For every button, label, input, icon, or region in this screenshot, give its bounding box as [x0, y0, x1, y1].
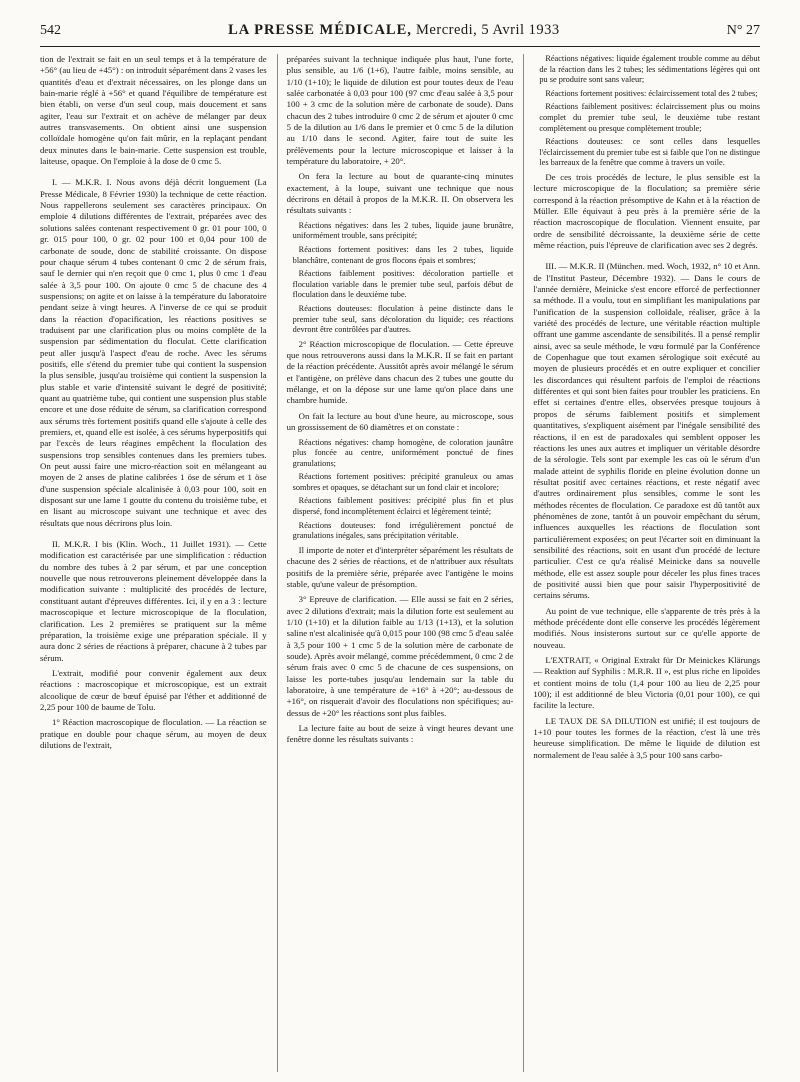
result-criterion: Réactions négatives: liquide également trouble comme au début de la réaction dans les 2 tubes; les sédimentations légères qui ont pu se produire sont sans valeur;: [539, 54, 761, 85]
journal-title: LA PRESSE MÉDICALE,: [228, 22, 412, 38]
result-criterion: Réactions douteuses: fond irrégulièrement ponctué de granulations inégales, sans précipitation véritable.: [292, 520, 514, 541]
paragraph: 2° Réaction microscopique de floculation. — Cette épreuve que nous retrouverons aussi dans la M.K.R. II se fait en partant de la réaction précédente. Aussitôt après avoir mélangé le sérum et l'antigène, on prélève dans chacun des 2 tubes une goutte du mélange, et on la dépose sur une lame qu'on place dans une chambre humide.: [286, 338, 514, 406]
column-3: [523, 54, 760, 1072]
page-number: 542: [40, 23, 61, 38]
result-criterion: Réactions fortement positives: dans les 2 tubes, liquide blanchâtre, contenant de gros flocons épais et sombres;: [292, 245, 514, 265]
result-criterion: Réactions faiblement positives: précipité plus fin et plus dispersé, fond incomplètement éclairci et légèrement teinté;: [292, 496, 514, 517]
paragraph: 1° Réaction macroscopique de floculation. — La réaction se pratique en double pour chaque sérum, au moyen de deux dilutions de l'extrait,: [40, 717, 267, 750]
result-criterion: Réactions négatives: dans les 2 tubes, liquide jaune brunâtre, uniformément trouble, sans précipité;: [292, 220, 514, 241]
paragraph: 3° Epreuve de clarification. — Elle aussi se fait en 2 séries, avec 2 dilutions d'extrait; mais la dilution forte est seulement au 1/10 (1+10) et la dilution faible au 1/13 (1+13), et la solution saline n'est alcalinisée qu'à 0,015 pour 100 (98 cmc 5 d'eau salée à 3,5 pour 100 + 1 cmc 5 de la solution mère de carbonate de soude). Après avoir mélangé, comme précédemment, 0 cmc 2 de sérum frais avec 0 cmc 5 de chacune de ces suspensions, on laisse les porte-tubes jusqu'au lendemain sur la table du laboratoire, à une température de +16° à +20°; au-dessous de +16°, on risquerait d'avoir des floculations non spécifiques; au-dessus de +20° les réactions sont plus faibles.: [286, 594, 514, 718]
paragraph: La lecture faite au bout de seize à vingt heures devant une fenêtre donne les résultats suivants :: [286, 723, 514, 745]
paragraph: LE TAUX DE SA DILUTION est unifié; il est toujours de 1+10 pour toutes les formes de la réaction, c'est là une très heureuse simplification. De même le liquide de dilution est normalement de l'eau salée à 3,5 pour 100 sans carbo-: [533, 715, 761, 760]
column-2: [277, 54, 514, 1072]
issue-date: Mercredi, 5 Avril 1933: [416, 22, 560, 38]
issue-number: N° 27: [726, 23, 760, 38]
result-criterion: Réactions douteuses: ce sont celles dans lesquelles l'éclaircissement du premier tube est si faible que l'on ne distingue les barreaux de la fenêtre que comme à travers un voile.: [539, 137, 761, 168]
header-rule: [40, 46, 760, 47]
result-criterion: Réactions fortement positives: précipité granuleux ou amas sombres et opaques, se détachant sur un fond clair et incolore;: [292, 472, 514, 492]
section-paragraph: II. M.K.R. I bis (Klin. Woch., 11 Juillet 1931). — Cette modification est caractérisée par une simplification : réduction du nombre des tubes à 2 par sérum, et par une conception nouvelle que nous retrouverons pleinement développée dans la modification suivante : multiplicité des procédés de lecture, constituant autant d'épreuves différentes. Ici, il y en a 3 : lecture macroscopique et lecture microscopique de la floculation, clarification. Les 2 premières se pratiquent sur la même préparation, la troisième exige une préparation spéciale. Il y aura donc 2 séries de réactions à préparer, chacune à 2 tubes par sérum.: [40, 539, 267, 663]
paragraph: tion de l'extrait se fait en un seul temps et à la température de +56° (au lieu de +45°) : on introduit séparément dans 2 vases les quantités d'eau et d'extrait nécessaires, on les plonge dans un bain-marie réglé à +56° et quand l'équilibre de température est bien établi, on verse d'un seul coup, mais doucement et sans agiter, l'eau sur l'extrait et on achève de mélanger par deux autres transvasements. On obtient ainsi une suspension colloïdale homogène qu'on fait mûrir, en la replaçant pendant deux minutes dans le bain-marie. Cette suspension est trouble, laiteuse, opaque. On l'emploie à la dose de 0 cmc 5.: [40, 54, 267, 167]
text-columns: [40, 54, 760, 1072]
paragraph: préparées suivant la technique indiquée plus haut, l'une forte, plus sensible, au 1/6 (1+6), l'autre faible, moins sensible, au 1/10 (1+10); le liquide de dilution est pour toutes deux de l'eau salée carbonatée à 0,03 pour 100 (97 cmc d'eau salée à 3,5 pour 100 + 3 cmc de la solution mère de carbonate de soude). Dans chacun des 2 tubes introduire 0 cmc 2 de sérum et ajouter 0 cmc 5 de la dilution au 1/6 dans le premier et 0 cmc 5 de la dilution au 1/10 dans le second. Agiter, faire tout de suite les prélèvements pour la lecture microscopique et laisser à la température du laboratoire, + 20°.: [286, 54, 514, 167]
paragraph: De ces trois procédés de lecture, le plus sensible est la lecture microscopique de la floculation; sa première série correspond à la réaction présomptive de Kahn et à la réaction de Müller. Elle équivaut à peu près à la première série de la réaction macroscopique de floculation. Viennent ensuite, par ordre de sensibilité décroissante, la deuxième série de cette même réaction, puis l'épreuve de clarification avec ses 2 degrés.: [533, 171, 761, 250]
paragraph: Il importe de noter et d'interpréter séparément les résultats de chacune des 2 séries de réactions, et de n'attribuer aux résultats positifs de la première série, préparée avec l'antigène le moins stable, qu'une valeur de présomption.: [286, 544, 514, 589]
paragraph: On fera la lecture au bout de quarante-cinq minutes exactement, à la loupe, suivant une technique que nous décrirons en détail à propos de la M.K.R. II. On observera les résultats suivants :: [286, 171, 514, 216]
paragraph: Au point de vue technique, elle s'apparente de très près à la méthode précédente dont elle conserve les procédés légèrement modifiés. Nous insisterons surtout sur ce qu'elle apporte de nouveau.: [533, 605, 761, 650]
paragraph: L'extrait, modifié pour convenir également aux deux réactions : macroscopique et microscopique, est un extrait alcoolique de cœur de bœuf épuisé par l'éther et additionné de 2,25 pour 100 de baume de Tolu.: [40, 667, 267, 712]
section-paragraph: I. — M.K.R. I. Nous avons déjà décrit longuement (La Presse Médicale, 8 Février 1930) la technique de cette réaction. Nous rappellerons seulement ses caractères principaux. On emploie 4 dilutions différentes de l'extrait, préparées avec des solutions salées contenant respectivement 0 gr. 01 pour 100, 0 gr. 015 pour 100, 0 gr. 02 pour 100 et 0,04 pour 100 de carbonate de soude, donc de stabilité croissante. On dispose pour chaque sérum 4 tubes contenant 0 cmc 2 de sérum frais, sauf le dernier qui n'en reçoit que 0 cmc 1, plus 0 cmc 1 d'eau salée à 3,5 pour 100. On ajoute 0 cmc 5 de chacune des 4 suspensions; on agite et on laisse à la température du laboratoire pendant seize à vingt heures. A l'inverse de ce qui se produit dans la réaction d'opacification, les réactions positives se traduisent par une clarification plus ou moins complète de la suspension par sédimentation du floculat. Cette clarification peut aller jusqu'à l'aspect d'eau de roche. Avec les sérums positifs, elle s'étend du premier tube qui contient la suspension la plus sensible, jusqu'au troisième qui contient la suspension la plus stable et varie d'intensité suivant le degré de positivité; quant au quatrième tube, qui contient une suspension plus stable encore et une dose réduite de sérum, sa clarification correspond aux sérums très fortement positifs quand elle s'ajoute à celle des premiers, et, quand elle est isolée, à ces sérums hyperpositifs qui par l'excès de leurs réagines empêchent la floculation des suspensions trop sensibles contenues dans les premiers tubes. On peut aussi faire une micro-réaction soit en mélangeant au moyen de 2 anses de platine calibrées 1 öse de sérum et 1 öse d'une suspension spéciale alcalinisée à 0,03 pour 100, soit en disposant sur une lame 1 goutte du contenu du troisième tube, et en lisant au microscope suivant une technique et avec des résultats que nous décrirons plus loin.: [40, 177, 267, 528]
result-criterion: Réactions douteuses: floculation à peine distincte dans le premier tube seul, sans décoloration du liquide; ces réactions devront être contrôlées par d'autres.: [292, 303, 514, 335]
running-header: [40, 22, 760, 44]
paragraph: On fait la lecture au bout d'une heure, au microscope, sous un grossissement de 60 diamètres et on constate :: [286, 410, 514, 433]
column-1: [40, 54, 267, 1072]
paragraph: L'EXTRAIT, « Original Extrakt für Dr Meinickes Klärungs — Reaktion auf Syphilis : M.R.R. II », est plus riche en lipoïdes et contient moins de tolu (1,4 pour 100 au lieu de 2,25 pour 100); il est additionné de bleu Victoria (0,01 pour 100), ce qui facilite la lecture.: [533, 655, 761, 711]
section-paragraph: III. — M.K.R. II (München. med. Woch, 1932, n° 10 et Ann. de l'Institut Pasteur, Décembre 1932). — Dans le cours de l'année dernière, Meinicke s'est encore efforcé de perfectionner sa méthode. Il a voulu, tout en simplifiant les manipulations par l'unification de la suspension colloïdale, réaliser, grâce à la variété des procédés de lecture, une véritable réaction multiple offrant une gamme ascendante de sensibilités. Il a pensé remplir ainsi, avec sa seule méthode, le vœu formulé par la Conférence de Copenhague que tout examen sérologique soit exécuté au moyen de plusieurs procédés et en outre expliquer et concilier les discordances qui résultent parfois de l'emploi de réactions différentes et qui sont bien faites pour troubler les praticiens. En effet si certaines d'entre elles, observées presque toujours à propos de sérums faiblement positifs et simplement quantitatives, s'expliquent aisément par l'inégale sensibilité des réactions, il en est de paradoxales qui semblent opposer les réactions les unes aux autres et impliquer un véritable désordre de la sérologie. Tels sont par exemple les cas où le sérum d'un malade atteint de syphilis floride en pleine évolution donne un résultat positif avec certaines réactions, et reste négatif avec d'autres ordinairement plus sensibles, comme le sont les méthodes récentes de floculation. Ce paradoxe est dû tantôt aux phénomènes de zone, tantôt à un pouvoir empêchant du sérum, influences auxquelles les réactions de floculation sont particulièrement exposées; on peut l'écarter soit en diminuant la sensibilité des réactions, soit en usant d'un procédé de lecture particulier. C'est ce qu'a réalisé Meinicke dans sa nouvelle méthode, elle est assez souple pour déceler les plus fines traces de positivité aussi bien que pour saisir l'hyperpositivité de certains sérums.: [533, 261, 761, 601]
result-criterion: Réactions faiblement positives: décoloration partielle et floculation variable dans le premier tube seul, parfois début de floculation dans le deuxième tube.: [292, 269, 514, 300]
result-criterion: Réactions fortement positives: éclaircissement total des 2 tubes;: [545, 88, 758, 98]
journal-title-line: [228, 22, 560, 39]
result-criterion: Réactions faiblement positives: éclaircissement plus ou moins complet du premier tube seul, le deuxième tube restant complètement ou presque complètement trouble;: [539, 102, 761, 133]
result-criterion: Réactions négatives: champ homogène, de coloration jaunâtre plus foncée au centre, uniformément ponctué de fines granulations;: [292, 437, 514, 468]
